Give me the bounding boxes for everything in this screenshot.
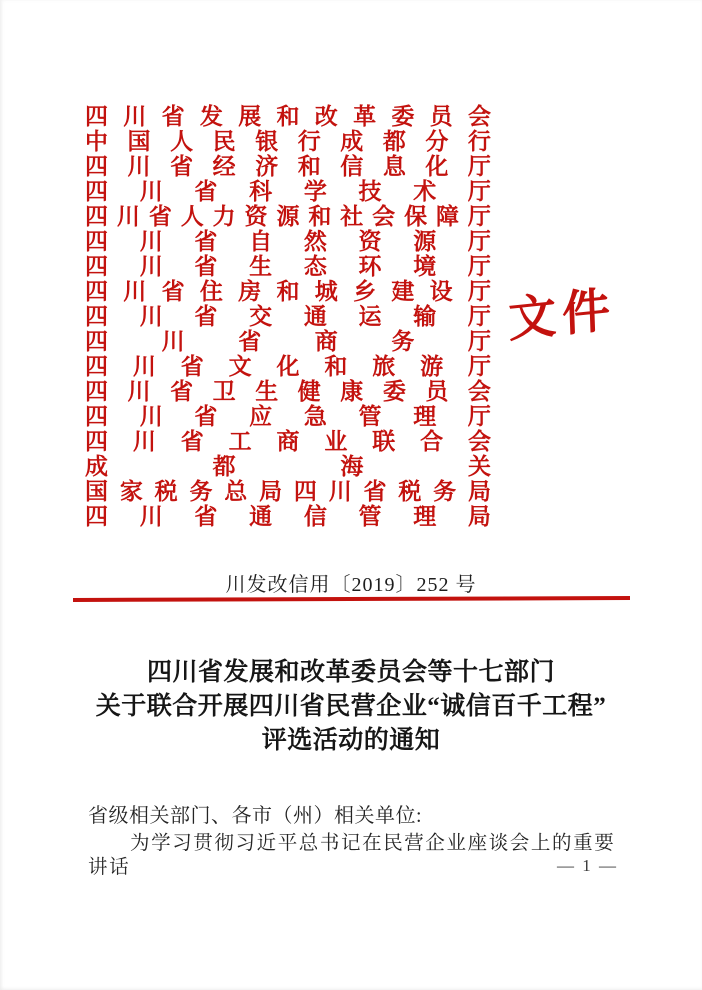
wenjian-stamp-label: 文件 [507, 283, 617, 348]
department-name-row: 四 川 省 科 学 技 术 厅 [85, 179, 491, 204]
body-paragraph-first-line: 为学习贯彻习近平总书记在民营企业座谈会上的重要讲话 [88, 833, 616, 878]
title-line-1: 四川省发展和改革委员会等十七部门 [146, 659, 555, 686]
department-name-row: 四 川 省 工 商 业 联 合 会 [85, 429, 491, 454]
department-name-row: 四 川 省 经 济 和 信 息 化 厅 [85, 154, 491, 179]
title-line-2: 关于联合开展四川省民营企业“诚信百千工程” [95, 693, 607, 720]
department-name-row: 国 家 税 务 总 局 四 川 省 税 务 局 [85, 479, 491, 504]
department-name-row: 四 川 省 生 态 环 境 厅 [85, 254, 491, 279]
department-name-row: 四 川 省 人 力 资 源 和 社 会 保 障 厅 [85, 204, 491, 229]
department-name-row: 四 川 省 交 通 运 输 厅 [85, 304, 491, 329]
department-name-row: 四 川 省 卫 生 健 康 委 员 会 [85, 379, 491, 404]
title-line-3: 评选活动的通知 [261, 727, 441, 754]
reference-number: 川发改信用〔2019〕252 号 [225, 574, 477, 596]
page-number: — 1 — [557, 856, 618, 875]
document-title [0, 656, 702, 758]
department-name-row: 中 国 人 民 银 行 成 都 分 行 [85, 129, 491, 154]
department-name-row: 四 川 省 应 急 管 理 厅 [85, 404, 491, 429]
department-name-row: 成 都 海 关 [85, 454, 491, 479]
salutation-line: 省级相关部门、各市（州）相关单位: [88, 805, 423, 827]
department-name-row: 四 川 省 文 化 和 旅 游 厅 [85, 354, 491, 379]
red-separator-line [73, 596, 630, 602]
department-name-row: 四 川 省 发 展 和 改 革 委 员 会 [85, 104, 491, 129]
department-name-row: 四 川 省 自 然 资 源 厅 [85, 229, 491, 254]
department-name-row: 四 川 省 住 房 和 城 乡 建 设 厅 [85, 279, 491, 304]
department-name-row: 四 川 省 商 务 厅 [85, 329, 491, 354]
letterhead-department-list [85, 104, 491, 529]
department-name-row: 四 川 省 通 信 管 理 局 [85, 504, 491, 529]
